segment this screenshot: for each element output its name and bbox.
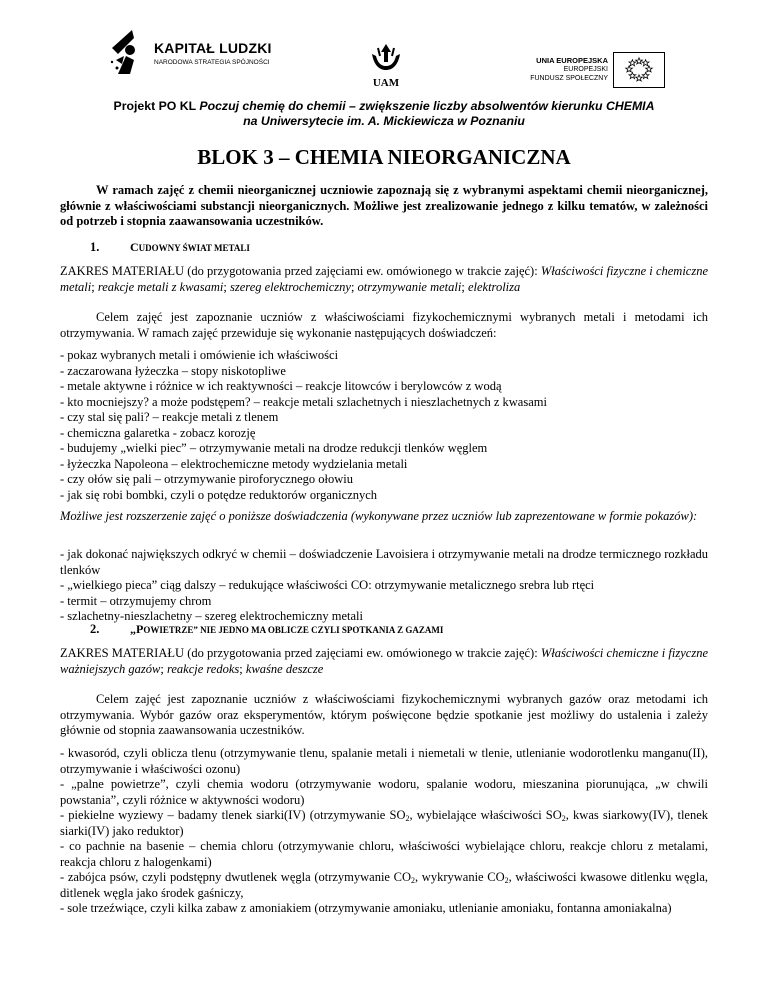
section-1-extension-note: Możliwe jest rozszerzenie zajęć o poniższe doświadczenia (wykonywane przez uczniów lub zaprezentowane w formie pokazów): — [60, 509, 698, 523]
list-item: - jak się robi bombki, czyli o potędze reduktorów organicznych — [60, 487, 378, 502]
list-item: - kwasoród, czyli oblicza tlenu (otrzymywanie tlenu, spalanie metali i niemetali w tlenie, utlenianie wodorotlenku manganu(II), otrzymywanie i właściwości ozonu) — [60, 746, 708, 776]
list-item: - zaczarowana łyżeczka – stopy niskotopliwe — [60, 363, 286, 378]
list-item: - czy stal się pali? – reakcje metali z tlenem — [60, 410, 279, 424]
list-item: - jak dokonać największych odkryć w chemii – doświadczenie Lavoisiera i otrzymywanie metali na drodze termicznego rozkładu tlenków — [60, 547, 708, 577]
section-1-zakres: ZAKRES MATERIAŁU (do przygotowania przed zajęciami ew. omówionego w trakcie zajęć): Właściwości fizyczne i chemiczne metali; reakcje metali z kwasami; szereg elektrochemiczny; otrzymywanie metali; elektroliza — [60, 264, 709, 294]
section-1-heading-first: C — [130, 240, 139, 254]
list-item-text: - zabójca psów, czyli podstępny dwutlenek węgla (otrzymywanie CO — [60, 870, 412, 884]
section-1-goal: Celem zajęć jest zapoznanie uczniów z właściwościami fizykochemicznymi wybranych metali i metodami ich otrzymywania. W ramach zajęć przewiduje się wykonanie następujących doświadczeń: — [60, 310, 708, 340]
list-item-text: - piekielne wyziewy – badamy tlenek siarki(IV) (otrzymywanie SO — [60, 808, 406, 822]
subscript: 2 — [411, 876, 416, 885]
list-item-text: , kwas siarkowy(IV), tlenek siarki(IV) jako reduktor) — [60, 808, 709, 838]
section-2-heading — [130, 622, 443, 637]
list-item: - szlachetny-nieszlachetny – szereg elektrochemiczny metali — [60, 609, 363, 623]
list-item: - „wielkiego pieca” ciąg dalszy – redukujące właściwości CO: otrzymywanie metalicznego srebra lub rtęci — [60, 578, 595, 592]
list-item: - sole trzeźwiące, czyli kilka zabaw z amoniakiem (otrzymywanie amoniaku, utlenianie amoniaku, fontanna amoniakalna) — [60, 901, 672, 915]
section-1-experiments-list — [60, 348, 708, 503]
zakres-topic: otrzymywanie metali — [357, 279, 462, 294]
list-item: - czy ołów się pali – otrzymywanie piroforycznego ołowiu — [60, 472, 353, 486]
ue-line-1: UNIA EUROPEJSKA — [536, 56, 608, 65]
project-header-line-2: na Uniwersytecie im. A. Mickiewicza w Poznaniu — [243, 114, 525, 128]
header-logos — [0, 12, 768, 92]
list-item: - budujemy „wielki piec” – otrzymywanie metali na drodze redukcji tlenków węglem — [60, 441, 488, 455]
section-1-heading — [130, 240, 250, 255]
zakres-topic: szereg elektrochemiczny — [230, 279, 351, 294]
zakres-prefix: ZAKRES MATERIAŁU (do przygotowania przed zajęciami ew. omówionego w trakcie zajęć): — [60, 264, 541, 278]
list-item-text: , wybielające właściwości SO — [409, 808, 562, 822]
list-item — [60, 870, 708, 901]
project-prefix: Projekt PO KL — [113, 99, 200, 113]
zakres-topic: Właściwości chemiczne i fizyczne ważniejszych gazów — [60, 646, 709, 676]
project-name: Poczuj chemię do chemii – zwiększenie liczby absolwentów kierunku CHEMIA — [199, 99, 655, 113]
list-item: - kto mocniejszy? a może podstępem? – reakcje metali szlachetnych i nieszlachetnych z kwasami — [60, 394, 547, 409]
section-2-zakres: ZAKRES MATERIAŁU (do przygotowania przed zajęciami ew. omówionego w trakcie zajęć): Właściwości chemiczne i fizyczne ważniejszych gazów; reakcje redoks; kwaśne deszcze — [60, 646, 709, 676]
ue-line-3: FUNDUSZ SPOŁECZNY — [530, 75, 608, 82]
list-item — [60, 808, 708, 839]
section-1-heading-rest: UDOWNY ŚWIAT METALI — [138, 243, 250, 253]
eu-flag-icon — [613, 52, 665, 88]
uam-text: UAM — [372, 77, 400, 89]
zakres-topic: kwaśne deszcze — [245, 661, 324, 676]
list-item: - łyżeczka Napoleona – elektrochemiczne metody wydzielania metali — [60, 456, 408, 471]
ue-line-2: EUROPEJSKI — [563, 66, 608, 73]
section-2-goal: Celem zajęć jest zapoznanie uczniów z właściwościami fizykochemicznymi wybranych gazów oraz metodami ich otrzymywania. Wybór gazów oraz eksperymentów, którym poświęcone będzie spotkanie jest możliwy do ustalenia i zależy głównie od stopnia zaawansowania uczestników. — [60, 692, 708, 737]
list-item-text: , właściwości kwasowe ditlenku węgla, ditlenek węgla jako środek gaśniczy, — [60, 870, 708, 900]
uam-crest-icon — [364, 42, 408, 90]
section-2-heading-rest: OWIETRZE” NIE JEDNO MA OBLICZE CZYLI SPOTKANIA Z GAZAMI — [143, 625, 444, 635]
list-item: - „palne powietrze”, czyli chemia wodoru (otrzymywanie wodoru, spalanie wodoru, mieszanina piorunująca, „w chwili powstania”, czyli różnice w aktywności wodoru) — [60, 777, 708, 807]
section-2-number: 2. — [90, 622, 100, 636]
kapital-ludzki-figure-icon — [108, 26, 148, 76]
list-item: - pokaz wybranych metali i omówienie ich właściwości — [60, 348, 339, 362]
section-1-extension-list — [60, 547, 708, 625]
kapital-ludzki-title: KAPITAŁ LUDZKI — [154, 40, 272, 56]
section-2-experiments-list — [60, 746, 708, 917]
section-2-heading-first: „P — [130, 622, 144, 636]
kapital-ludzki-subtitle: NARODOWA STRATEGIA SPÓJNOŚCI — [154, 59, 270, 66]
zakres-topic: Właściwości fizyczne i chemiczne metali — [60, 264, 709, 294]
intro-paragraph: W ramach zajęć z chemii nieorganicznej uczniowie zapoznają się z wybranymi aspektami chemii nieorganicznej, głównie z właściwościami substancji nieorganicznych. Możliwe jest zrealizowanie jednego z kilku tematów, w zależności od potrzeb i stopnia zaawansowania uczestników. — [60, 183, 708, 228]
list-item: - co pachnie na basenie – chemia chloru (otrzymywanie chloru, właściwości wybielające chloru, reakcje chloru z metalami, reakcja chloru z halogenkami) — [60, 839, 708, 869]
project-header-line-1 — [60, 99, 708, 114]
list-item-text: , wykrywanie CO — [415, 870, 505, 884]
list-item: - termit – otrzymujemy chrom — [60, 593, 212, 608]
list-item: - chemiczna galaretka - zobacz korozję — [60, 425, 256, 440]
kapital-ludzki-logo — [108, 26, 272, 78]
zakres-topic: elektroliza — [467, 279, 521, 294]
zakres-topic: reakcje redoks — [166, 661, 240, 676]
zakres-topic: reakcje metali z kwasami — [97, 279, 224, 294]
section-1-number: 1. — [90, 240, 100, 254]
subscript: 2 — [561, 814, 566, 823]
list-item: - metale aktywne i różnice w ich reaktywności – reakcje litowców i berylowców z wodą — [60, 379, 502, 393]
subscript: 2 — [405, 814, 410, 823]
subscript: 2 — [504, 876, 509, 885]
ue-text-block — [508, 56, 608, 83]
zakres-prefix: ZAKRES MATERIAŁU (do przygotowania przed zajęciami ew. omówionego w trakcie zajęć): — [60, 646, 541, 660]
page-title: BLOK 3 – CHEMIA NIEORGANICZNA — [197, 145, 571, 169]
